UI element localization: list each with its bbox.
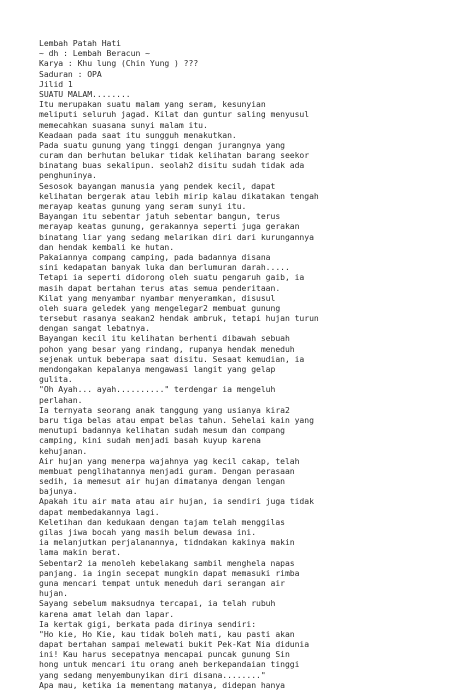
text-line: "Oh Ayah... ayah.........." terdengar ia mengeluh [39,384,276,395]
text-line: Sebentar2 ia menoleh kebelakang sambil menghela napas [39,557,295,568]
text-line: Air hujan yang menerpa wajahnya yag kecil cakap, telah [39,455,300,466]
text-line: "Ho kie, Ho Kie, kau tidak boleh mati, kau pasti akan [39,628,295,639]
text-line: bajunya. [39,486,78,497]
text-line: Sesosok bayangan manusia yang pendek kecil, dapat [39,180,276,191]
text-line: Saduran : OPA [39,68,102,79]
text-line: masih dapat bertahan terus atas semua penderitaan. [39,282,281,293]
text-line: Ia kertak gigi, berkata pada dirinya sendiri: [39,618,257,629]
text-line: Tetapi ia seperti didorong oleh suatu pengaruh gaib, ia [39,272,305,283]
text-line: Kilat yang menyambar nyambar menyeramkan, disusul [39,292,276,303]
text-line: Bayangan itu sebentar jatuh sebentar bangun, terus [39,211,281,222]
document-page [39,38,439,690]
text-line: hujan. [39,588,68,599]
text-line: karena amat lelah dan lapar. [39,608,175,619]
text-line: mendongakan kepalanya mengawasi langit yang gelap [39,364,276,374]
text-line: sedih, ia memesut air hujan dimatanya dengan lengan [39,476,285,487]
text-line: menutupi badannya kelihatan sudah mesum dan compang [39,425,285,436]
text-line: perlahan. [39,394,83,405]
text-line: Apakah itu air mata atau air hujan, ia sendiri juga tidak [39,496,314,507]
text-line: memecahkan suasana sunyi malam itu. [39,119,208,130]
text-line: merayap keatas gunung yang seram sunyi itu. [39,201,247,211]
text-line: guna mencari tempat untuk meneduh dari serangan air [39,577,285,588]
text-line: curam dan berhutan belukar tidak kelihatan barang seekor [39,150,310,161]
text-line: yang sedang menyembunyikan diri disana........" [39,669,266,680]
text-line: binatang liar yang sedang melarikan diri dari kurungannya [39,231,314,242]
text-line: panjang. ia ingin secepat mungkin dapat memasuki rimba [39,567,300,578]
text-line: membuat penglihatannya menjadi guram. Dengan perasaan [39,465,295,476]
text-line: kelihatan bergerak atau lebih mirip kalau dikatakan tengah [39,190,319,201]
text-line: ~ dh : Lembah Beracun ~ [39,48,150,59]
text-line: gilas jiwa bocah yang masih belum dewasa ini. [39,527,257,537]
text-line: sejenak untuk beberapa saat disitu. Sesaat kemudian, ia [39,353,305,364]
text-line: kehujanan. [39,445,88,456]
text-line: baru tiga belas atau empat belas tahun. Sehelai kain yang [39,414,314,425]
text-line: dan hendak kembali ke hutan. [39,241,175,252]
text-line: Itu merupakan suatu malam yang seram, kesunyian [39,99,266,110]
text-line: camping, kini sudah menjadi basah kuyup karena [39,435,261,446]
text-line: oleh suara geledek yang mengelegar2 membuat gunung [39,302,281,313]
text-line: sini kedapatan banyak luka dan berlumuran darah..... [39,262,290,273]
text-line: dengan sangat lebatnya. [39,323,150,334]
text-line: dapat membedakannya lagi. [39,506,160,517]
text-line: penghuninya. [39,170,97,181]
text-line: ia melanjutkan perjalanannya, tidndakan kakinya makin [39,537,295,548]
text-line: Bayangan kecil itu kelihatan berhenti dibawah sebuah [39,333,290,344]
text-line: SUATU MALAM........ [39,88,131,99]
text-line: Pada suatu gunung yang tinggi dengan jurangnya yang [39,139,285,150]
text-line: gulita. [39,374,73,385]
text-line: Karya : Khu lung (Chin Yung ) ??? [39,58,199,69]
text-line: Apa mau, ketika ia mementang matanya, didepan hanya [39,679,285,690]
text-line: Keletihan dan kedukaan dengan tajam telah menggilas [39,516,285,527]
text-line: Keadaan pada saat itu sungguh menakutkan. [39,129,237,140]
text-line: Ia ternyata seorang anak tanggung yang usianya kira2 [39,404,290,415]
text-line: meliputi seluruh jagad. Kilat dan guntur saling menyusul [39,109,310,120]
text-line: pohon yang besar yang rindang, rupanya hendak meneduh [39,343,295,354]
text-line: Sayang sebelum maksudnya tercapai, ia telah rubuh [39,598,276,609]
text-line: tersebut rasanya seakan2 hendak ambruk, tetapi hujan turun [39,313,319,324]
text-line: Pakaiannya compang camping, pada badannya disana [39,251,271,262]
text-line: Lembah Patah Hati [39,38,121,48]
text-line: merayap keatas gunung, gerakannya seperti juga gerakan [39,221,300,232]
text-line: dapat bertahan sampai melewati bukit Pek-Kat Nia didunia [39,639,310,650]
text-line: binatang buas sekalipun. seolah2 disitu sudah tidak ada [39,160,305,171]
text-line: Jilid 1 [39,78,73,89]
text-line: ini! Kau harus secepatnya mencapai puncak gunung Sin [39,649,290,660]
text-line: hong untuk mencari itu orang aneh berkepandaian tinggi [39,659,300,670]
text-line: lama makin berat. [39,547,121,558]
